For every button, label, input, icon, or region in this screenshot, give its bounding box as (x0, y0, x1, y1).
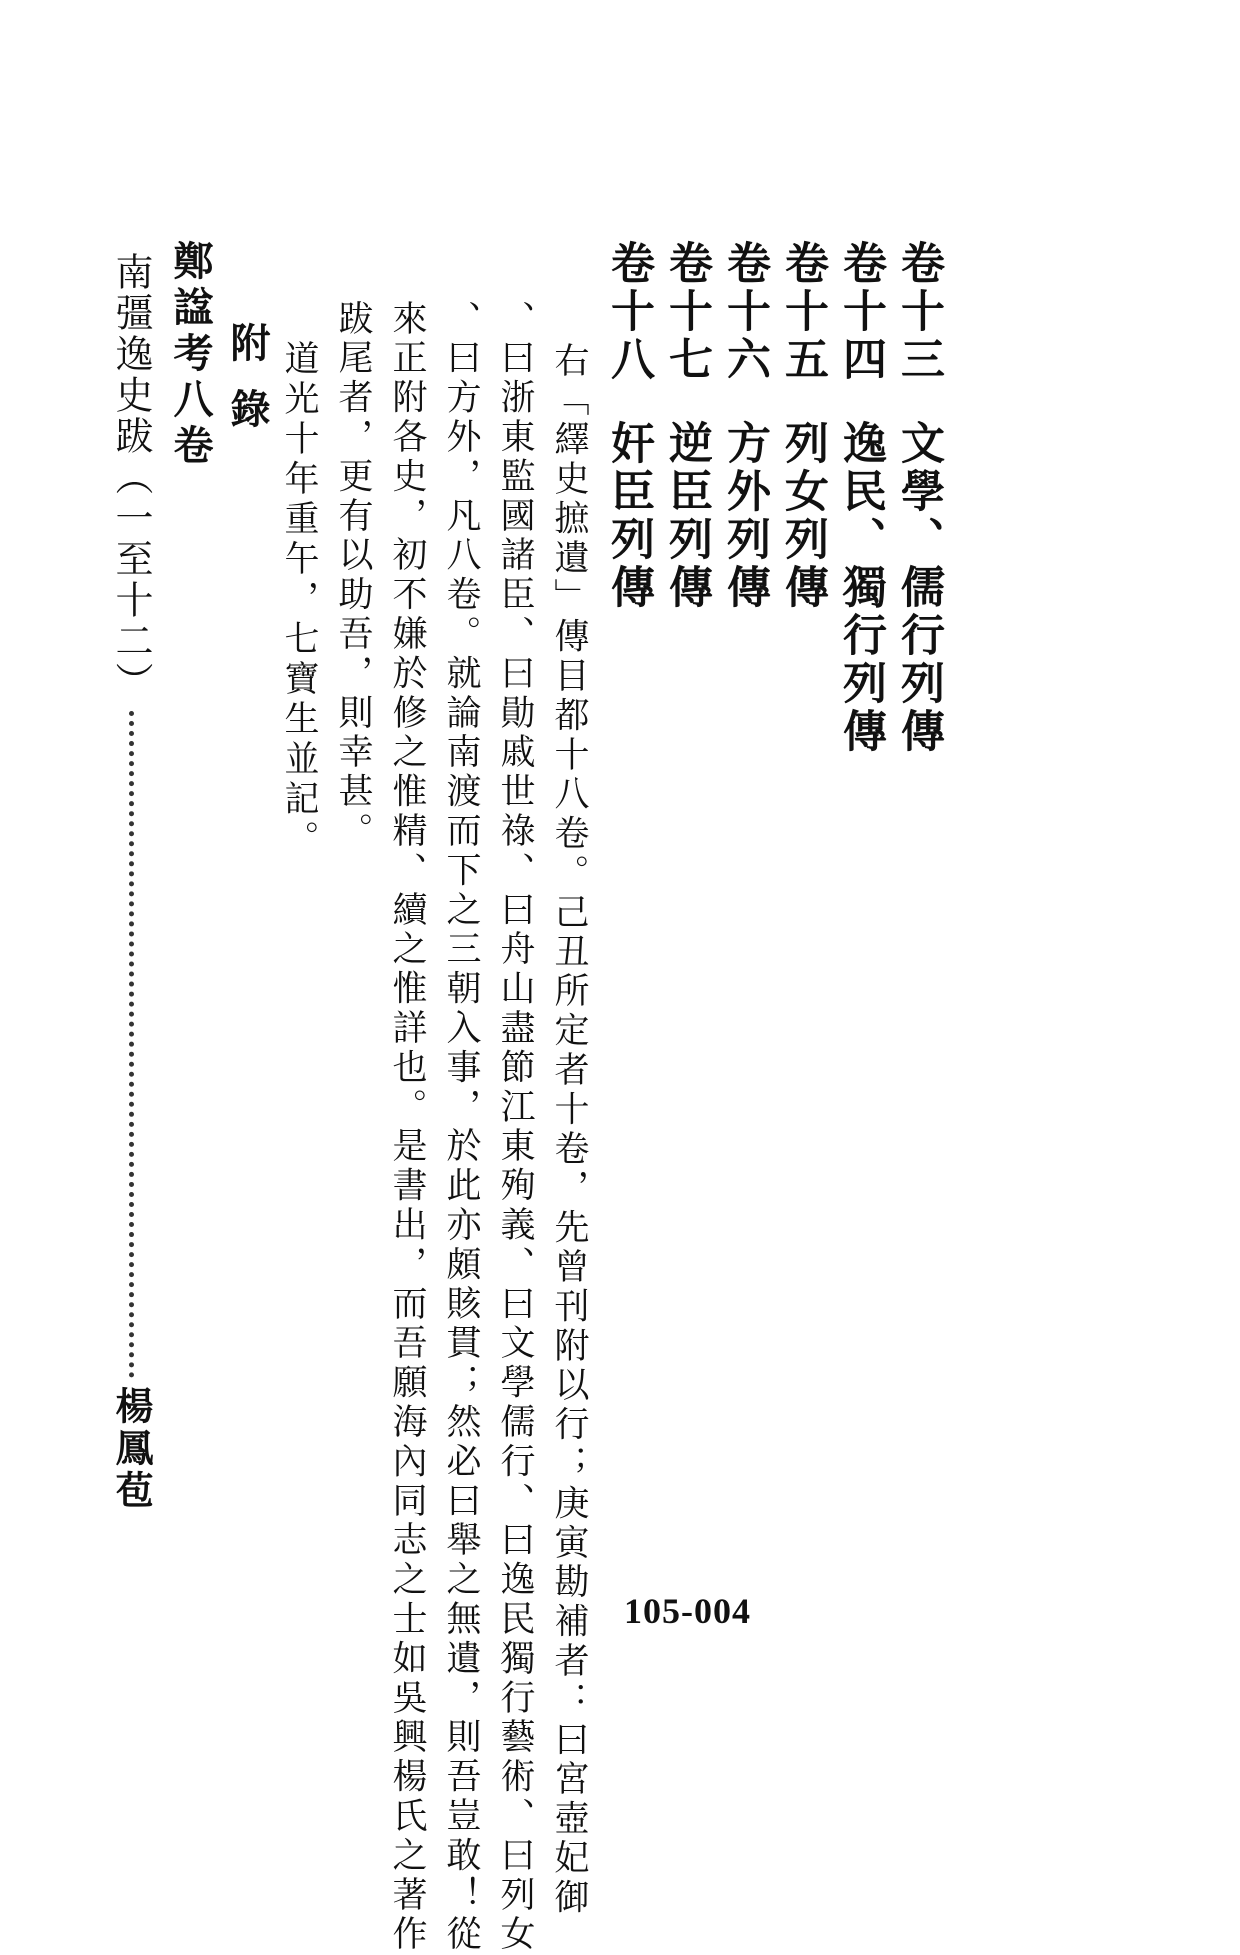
postface-line-3: 、曰方外，凡八卷。就論南渡而下之三朝入事，於此亦頗賅貫；然必曰舉之無遺，則吾豈敢！從 (441, 300, 481, 1955)
toc-title: 逸民、獨行列傳 (835, 420, 886, 756)
toc-item-17 (661, 240, 712, 612)
toc-title: 逆臣列傳 (661, 420, 712, 612)
postface-line-4: 來正附各史，初不嫌於修之惟精、續之惟詳也。是書出，而吾願海內同志之士如吳興楊氏之著作 (387, 300, 427, 1955)
entry-line (109, 252, 154, 1512)
toc-title: 奸臣列傳 (603, 420, 654, 612)
toc-item-13 (893, 240, 944, 756)
toc-volume: 卷十四 (835, 240, 886, 384)
postface-line-1: 右「繹史摭遺」傳目都十八卷。己丑所定者十卷，先曾刊附以行；庚寅勘補者：曰宮壺妃御 (549, 342, 589, 1918)
toc-volume: 卷十五 (777, 240, 828, 384)
appendix-heading: 鄭諡考八卷 (167, 240, 214, 470)
postface-line-5: 跋尾者，更有以助吾，則幸甚。 (333, 300, 373, 852)
entry-author: 楊鳳苞 (109, 1386, 154, 1512)
toc-item-15 (777, 240, 828, 612)
dotted-leader (129, 711, 134, 1378)
entry-title: 南彊逸史跋（一至十二） (109, 252, 153, 703)
toc-item-14 (835, 240, 886, 756)
toc-title: 文學、儒行列傳 (893, 420, 944, 756)
toc-item-18 (603, 240, 654, 612)
postface-line-2: 、曰浙東監國諸臣、曰勛戚世祿、曰舟山盡節江東殉義、曰文學儒行、曰逸民獨行藝術、曰列女 (495, 300, 535, 1955)
toc-volume: 卷十八 (603, 240, 654, 384)
page-number: 105-004 (624, 1591, 751, 1631)
toc-title: 方外列傳 (719, 420, 770, 612)
toc-title: 列女列傳 (777, 420, 828, 612)
toc-volume: 卷十三 (893, 240, 944, 384)
appendix-label: 附錄 (224, 322, 271, 454)
toc-volume: 卷十七 (661, 240, 712, 384)
toc-volume: 卷十六 (719, 240, 770, 384)
postface-signoff: 道光十年重午，七寶生並記。 (279, 340, 319, 860)
toc-item-16 (719, 240, 770, 612)
